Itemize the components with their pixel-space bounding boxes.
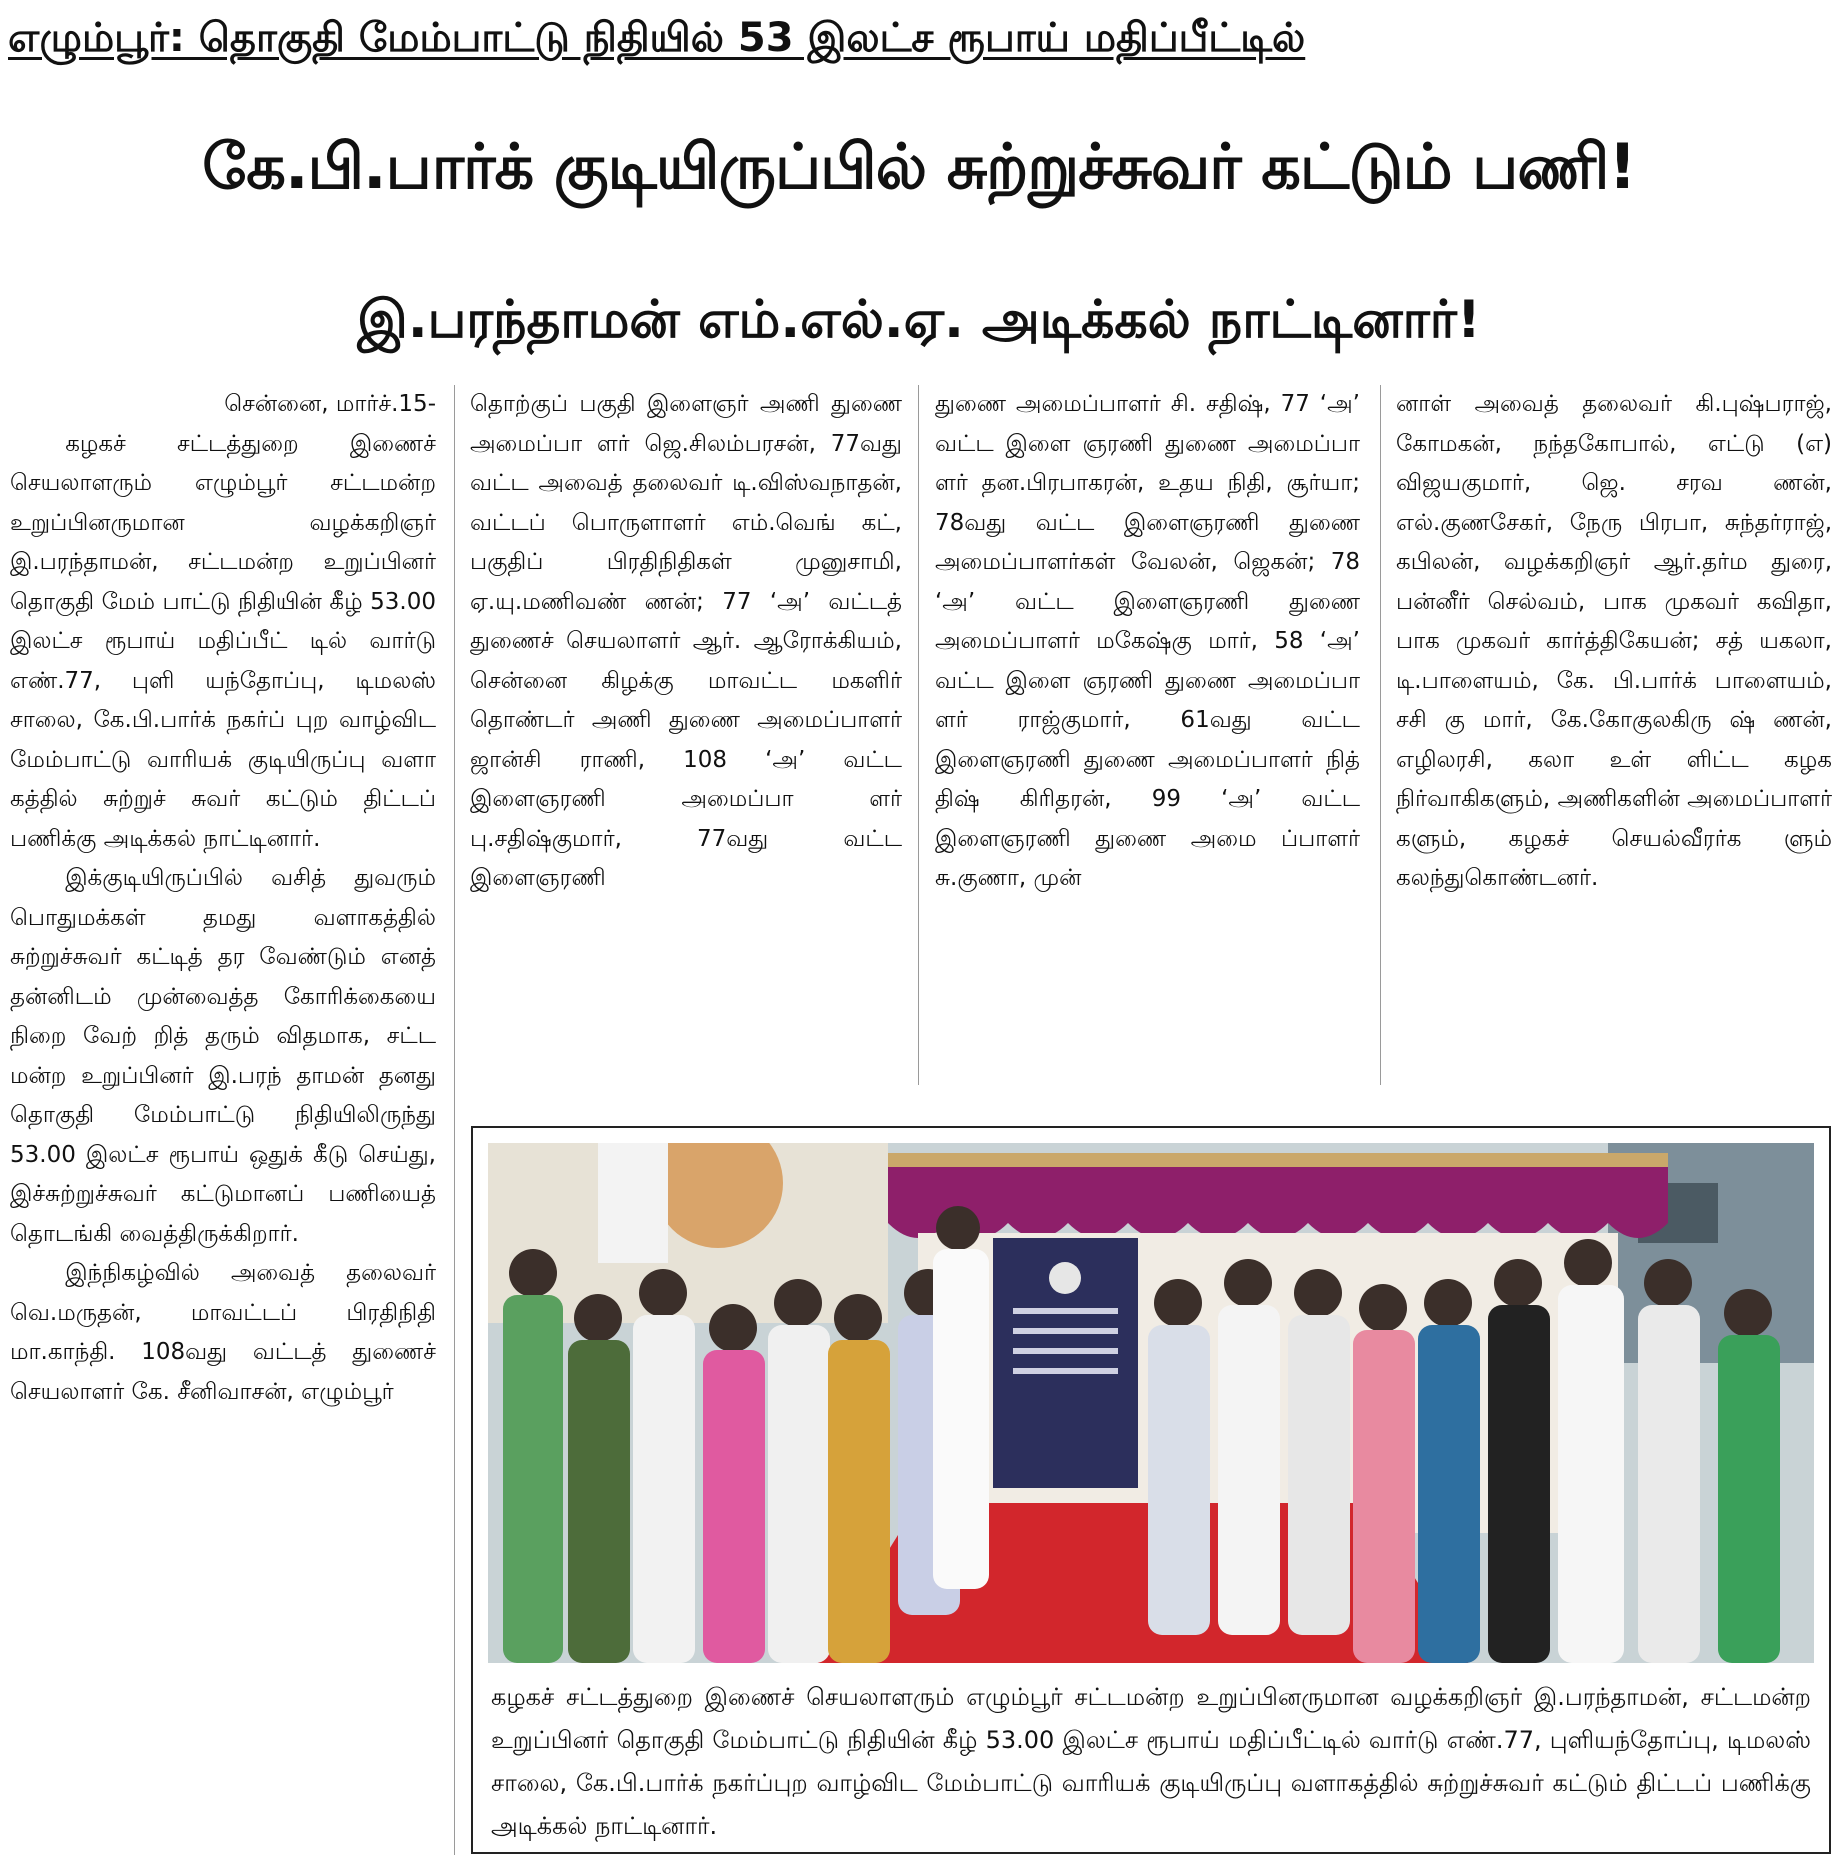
paragraph-1: கழகச் சட்டத்துறை இணைச் செயலாளரும் எழும்பூர் சட்டமன்ற உறுப்பினருமான வழக்கறிஞர் இ.பரந்தாமன், சட்டமன்ற உறுப்பினர் தொகுதி மேம் பாட்டு நிதியின் கீழ் 53.00 இலட்ச ரூபாய் மதிப்பீட் டில் வார்டு எண்.77, புளி யந்தோப்பு, டிமலஸ் சாலை, கே.பி.பார்க் நகர்ப் புற வாழ்விட மேம்பாட்டு வாரியக் குடியிருப்பு வளா கத்தில் சுற்றுச் சுவர் கட்டும் திட்டப் பணிக்கு அடிக்கல் நாட்டினார். <box>10 430 436 852</box>
photo-caption: கழகச் சட்டத்துறை இணைச் செயலாளரும் எழும்பூர் சட்டமன்ற உறுப்பினருமான வழக்கறிஞர் இ.பரந்தாமன், சட்டமன்ற உறுப்பினர் தொகுதி மேம்பாட்டு நிதியின் கீழ் 53.00 இலட்ச ரூபாய் மதிப்பீட்டில் வார்டு எண்.77, புளியந்தோப்பு, டிமலஸ் சாலை, கே.பி.பார்க் நகர்ப்புற வாழ்விட மேம்பாட்டு வாரியக் குடியிருப்பு வளாகத்தில் சுற்றுச்சுவர் கட்டும் திட்டப் பணிக்கு அடிக்கல் நாட்டினார். <box>491 1683 1811 1840</box>
column-rule <box>918 385 919 1085</box>
article-kicker: எழும்பூர்: தொகுதி மேம்பாட்டு நிதியில் 53 இலட்ச ரூபாய் மதிப்பீட்டில் <box>8 15 1306 61</box>
group-photo-icon <box>488 1143 1814 1663</box>
article-subhead: இ.பரந்தாமன் எம்.எல்.ஏ. அடிக்கல் நாட்டினார்! <box>357 290 1481 350</box>
article-column-3 <box>935 385 1360 899</box>
column-rule <box>454 385 455 1855</box>
paragraph-2: இக்குடியிருப்பில் வசித் துவரும் பொதுமக்கள் தமது வளாகத்தில் சுற்றுச்சுவர் கட்டித் தர வேண்டும் எனத் தன்னிடம் முன்வைத்த கோரிக்கையை நிறை வேற் றித் தரும் விதமாக, சட்ட மன்ற உறுப்பினர் இ.பரந் தாமன் தனது தொகுதி மேம்பாட்டு நிதியிலிருந்து 53.00 இலட்ச ரூபாய் ஒதுக் கீடு செய்து, இச்சுற்றுச்சுவர் கட்டுமானப் பணியைத் தொடங்கி வைத்திருக்கிறார். <box>10 865 436 1247</box>
article-headline: கே.பி.பார்க் குடியிருப்பில் சுற்றுச்சுவர் கட்டும் பணி! <box>202 130 1636 203</box>
event-photo <box>488 1143 1814 1663</box>
paragraph-col2: தொற்குப் பகுதி இளைஞர் அணி துணை அமைப்பா ளர் ஜெ.சிலம்பரசன், 77வது வட்ட அவைத் தலைவர் டி.விஸ்வநாதன், வட்டப் பொருளாளர் எம்.வெங் கட், பகுதிப் பிரதிநிதிகள் முனுசாமி, ஏ.யு.மணிவண் ணன்; 77 ‘அ’ வட்டத் துணைச் செயலாளர் ஆர். ஆரோக்கியம், சென்னை கிழக்கு மாவட்ட மகளிர் தொண்டர் அணி துணை அமைப்பாளர் ஜான்சி ராணி, 108 ‘அ’ வட்ட இளைஞரணி அமைப்பா ளர் பு.சதிஷ்குமார், 77வது வட்ட இளைஞரணி <box>470 391 902 891</box>
column-rule <box>1380 385 1381 1085</box>
dateline: சென்னை, மார்ச்.15- <box>224 391 436 417</box>
paragraph-3: இந்நிகழ்வில் அவைத் தலைவர் வெ.மருதன், மாவட்டப் பிரதிநிதி மா.காந்தி. 108வது வட்டத் துணைச் செயலாளர் கே. சீனிவாசன், எழும்பூர் <box>10 1260 436 1405</box>
article-column-2 <box>470 385 902 899</box>
photo-box <box>471 1126 1831 1854</box>
article-column-4 <box>1396 385 1832 899</box>
paragraph-col4: னாள் அவைத் தலைவர் கி.புஷ்பராஜ், கோமகன், நந்தகோபால், எட்டு (எ) விஜயகுமார், ஜெ. சரவ ணன், எல்.குணசேகர், நேரு பிரபா, சுந்தர்ராஜ், கபிலன், வழக்கறிஞர் ஆர்.தர்ம துரை, பன்னீர் செல்வம், பாக முகவர் கவிதா, பாக முகவர் கார்த்திகேயன்; சத் யகலா, டி.பாளையம், கே. பி.பார்க் பாளையம், சசி கு மார், கே.கோகுலகிரு ஷ் ணன், எழிலரசி, கலா உள் ளிட்ட கழக நிர்வாகிகளும், அணிகளின் அமைப்பாளர் களும், கழகச் செயல்வீரர்க ளும் கலந்துகொண்டனர். <box>1396 391 1832 891</box>
article-column-1 <box>10 385 436 1412</box>
paragraph-col3: துணை அமைப்பாளர் சி. சதிஷ், 77 ‘அ’ வட்ட இளை ஞரணி துணை அமைப்பா ளர் தன.பிரபாகரன், உதய நிதி, சூர்யா; 78வது வட்ட இளைஞரணி துணை அமைப்பாளர்கள் வேலன், ஜெகன்; 78 ‘அ’ வட்ட இளைஞரணி துணை அமைப்பாளர் மகேஷ்கு மார், 58 ‘அ’ வட்ட இளை ஞரணி துணை அமைப்பா ளர் ராஜ்குமார், 61வது வட்ட இளைஞரணி துணை அமைப்பாளர் நித் திஷ் கிரிதரன், 99 ‘அ’ வட்ட இளைஞரணி துணை அமை ப்பாளர் சு.குணா, முன் <box>935 391 1360 891</box>
